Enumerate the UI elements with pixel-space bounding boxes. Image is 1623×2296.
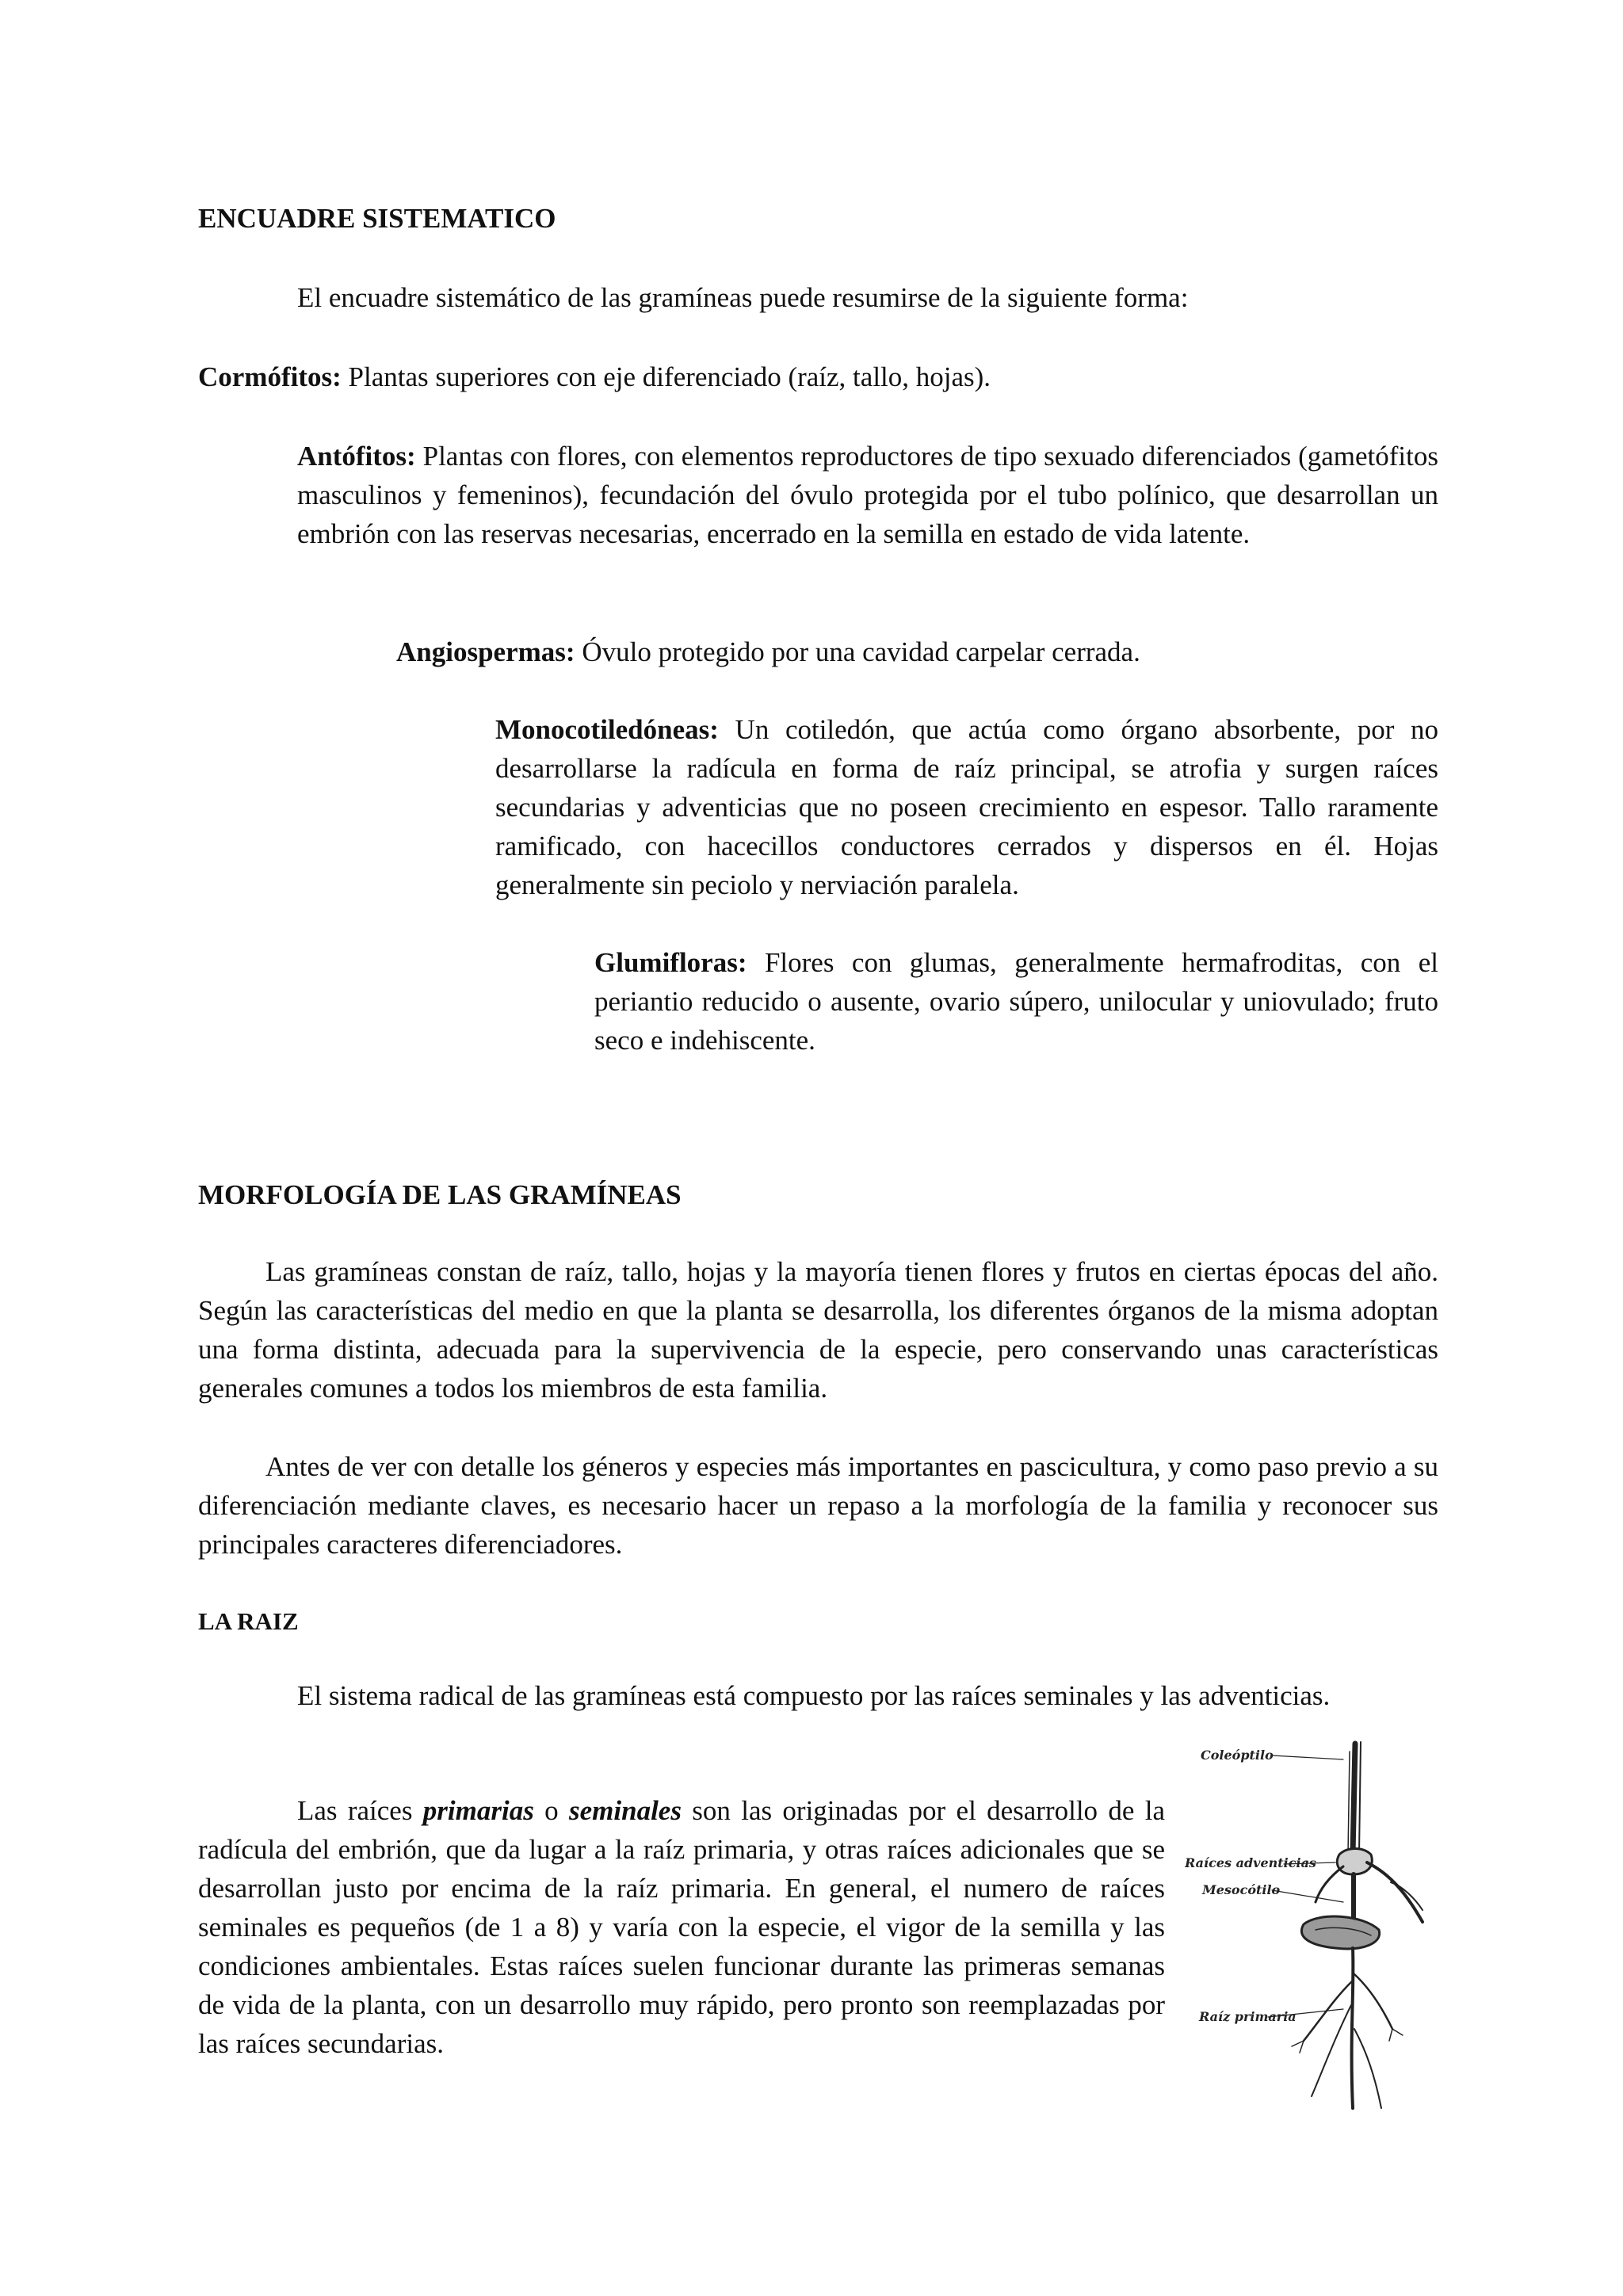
adventitious-root-left [1316, 1866, 1343, 1902]
raiz-paragraph-2 [198, 1791, 1165, 2063]
desc-cormofitos: Plantas superiores con eje diferenciado (raíz, tallo, hojas). [341, 361, 991, 392]
label-coleoptilo: Coleóptilo [1201, 1748, 1274, 1763]
level-antofitos [297, 437, 1438, 553]
level-monocotiledoneas [495, 710, 1438, 904]
raiz-p2-rest: son las originadas por el desarrollo de la radícula del embrión, que da lugar a la raíz primaria, y otras raíces adicionales que se desarrollan justo por encima de la raíz primaria. En general, el numero de raíces seminales es pequeños (de 1 a 8) y varía con la especie, el vigor de la semilla y las condiciones ambientales. Estas raíces suelen funcionar durante las primeras semanas de vida de la planta, con un desarrollo muy rápido, pero pronto son reemplazadas por las raíces secundarias. [198, 1795, 1166, 2059]
label-raiz-primaria: Raíz primaria [1199, 2009, 1296, 2024]
heading-morfologia: MORFOLOGÍA DE LAS GRAMÍNEAS [198, 1179, 682, 1210]
term-glumifloras: Glumifloras: [594, 947, 747, 978]
raiz-paragraph-1: El sistema radical de las gramíneas está compuesto por las raíces seminales y las adventicias. [297, 1680, 1331, 1711]
desc-monocotiledoneas: Un cotiledón, que actúa como órgano absorbente, por no desarrollarse la radícula en forma de raíz principal, se atrofia y surgen raíces secundarias y adventicias que no poseen crecimiento en espesor. Tallo raramente ramificado, con hacecillos conductores cerrados y dispersos en él. Hojas generalmente sin peciolo y nerviación paralela. [495, 714, 1438, 900]
adventitious-root-right [1367, 1862, 1423, 1922]
heading-raiz: LA RAIZ [198, 1607, 299, 1635]
level-cormofitos [198, 357, 1438, 396]
seedling-illustration [1185, 1736, 1446, 2124]
heading-encuadre: ENCUADRE SISTEMATICO [198, 203, 556, 234]
desc-angiospermas: Óvulo protegido por una cavidad carpelar cerrada. [575, 636, 1140, 667]
desc-antofitos: Plantas con flores, con elementos reproductores de tipo sexuado diferenciados (gametófitos masculinos y femeninos), fecundación del óvulo protegida por el tubo polínico, que desarrollan un embrión con las reservas necesarias, encerrado en la semilla en estado de vida latente. [297, 441, 1438, 549]
encuadre-intro: El encuadre sistemático de las gramíneas puede resumirse de la siguiente forma: [297, 282, 1189, 313]
label-raices-adventicias: Raíces adventicias [1185, 1855, 1316, 1870]
desc-glumifloras: Flores con glumas, generalmente hermafroditas, con el periantio reducido o ausente, ovario súpero, unilocular y uniovulado; fruto seco e indehiscente. [594, 947, 1438, 1056]
term-primarias: primarias [422, 1795, 534, 1826]
seminal-root-right [1354, 1973, 1392, 2029]
term-antofitos: Antófitos: [297, 441, 416, 472]
label-mesocotilo: Mesocótilo [1202, 1882, 1281, 1897]
primary-root-shape [1352, 1948, 1354, 2108]
raiz-p2-mid: o [533, 1795, 569, 1826]
term-angiospermas: Angiospermas: [396, 636, 575, 667]
morfologia-paragraph-2: Antes de ver con detalle los géneros y especies más importantes en pascicultura, y como paso previo a su diferenciación mediante claves, es necesario hacer un repaso a la morfología de la familia y reconocer sus principales caracteres diferenciadores. [198, 1451, 1438, 1560]
morfologia-paragraph-1: Las gramíneas constan de raíz, tallo, hojas y la mayoría tienen flores y frutos en ciertas épocas del año. Según las características del medio en que la planta se desarrolla, los diferentes órganos de la misma adoptan una forma distinta, adecuada para la supervivencia de la especie, pero conservando unas características generales comunes a todos los miembros de esta familia. [198, 1256, 1438, 1404]
raiz-p2-start: Las raíces [297, 1795, 423, 1826]
term-cormofitos: Cormófitos: [198, 361, 342, 392]
level-glumifloras [594, 943, 1438, 1060]
seed-shape [1301, 1916, 1379, 1949]
term-seminales: seminales [569, 1795, 682, 1826]
term-monocotiledoneas: Monocotiledóneas: [495, 714, 719, 745]
level-angiospermas [396, 632, 1438, 671]
coleoptile-shape [1353, 1744, 1355, 1855]
